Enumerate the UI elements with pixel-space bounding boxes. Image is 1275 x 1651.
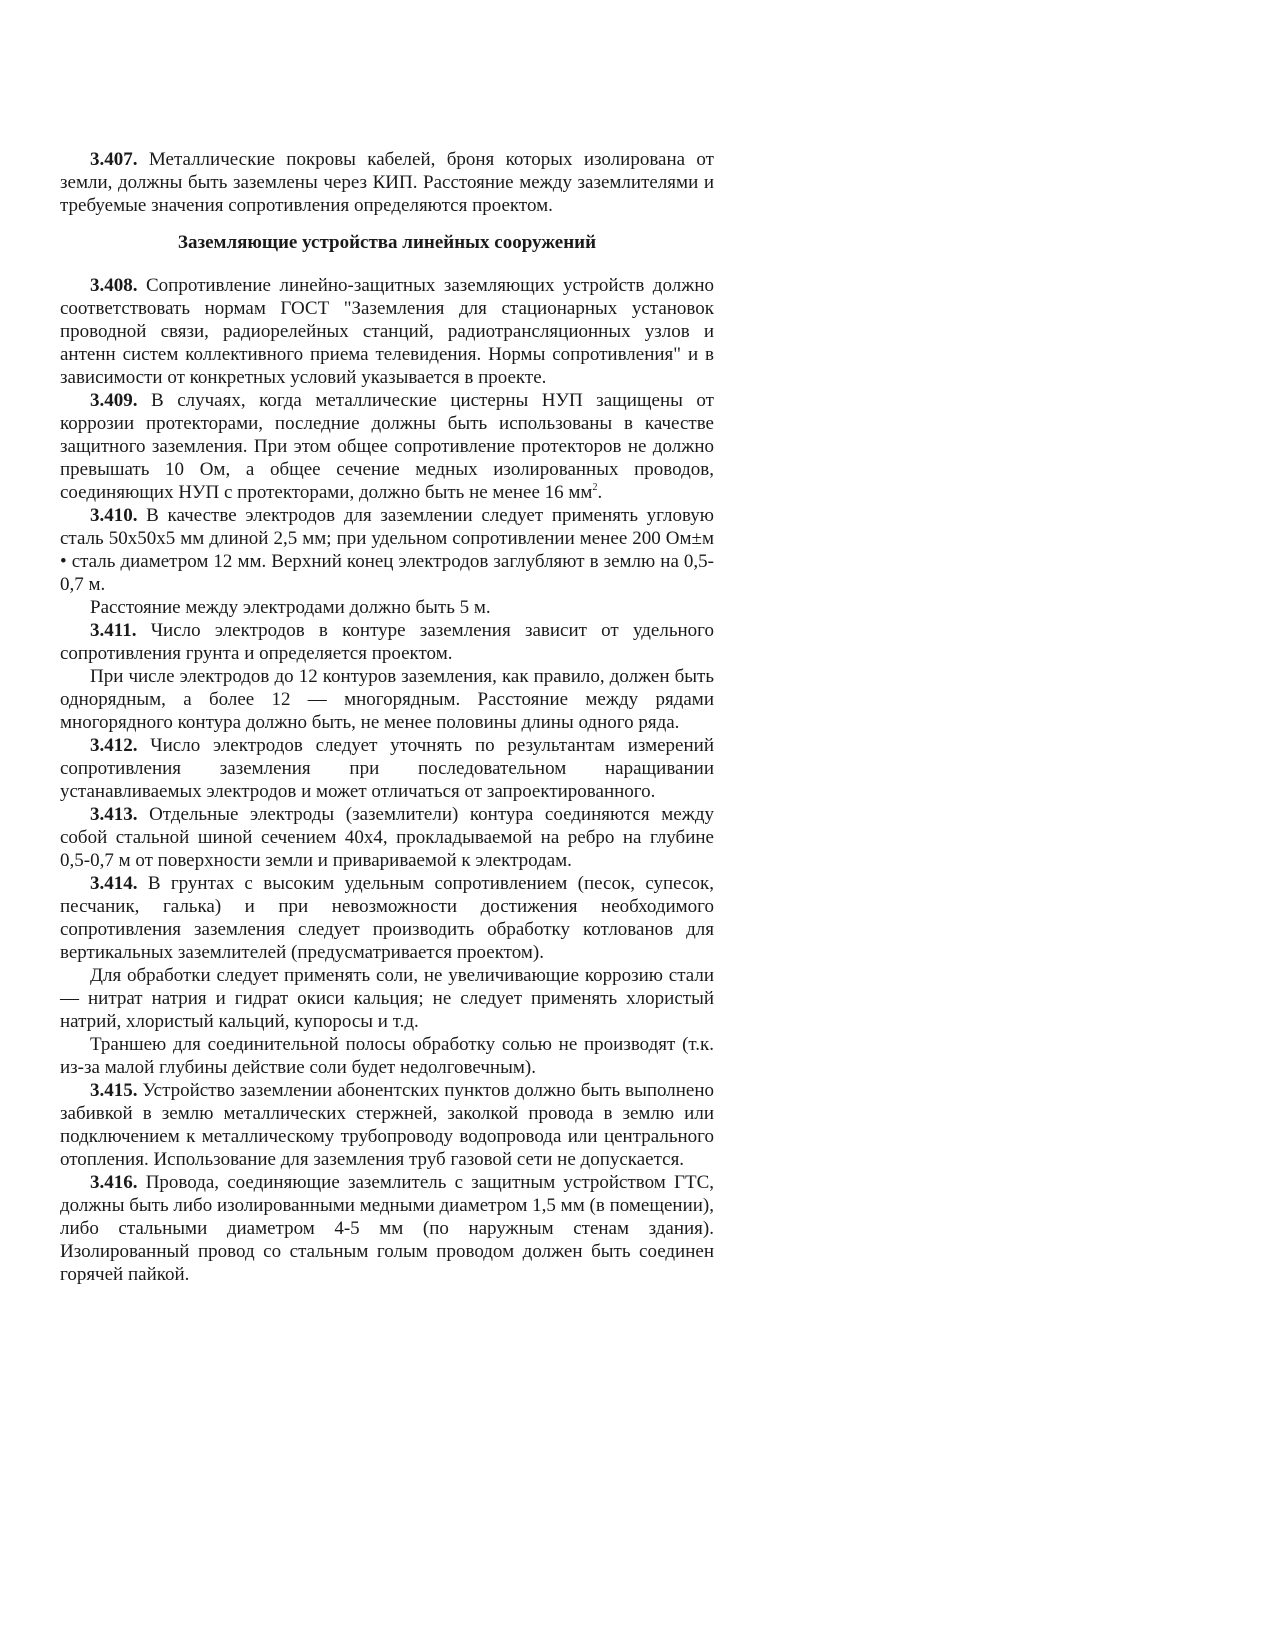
clause-number: 3.410. (90, 505, 138, 526)
paragraph-3-412 (60, 734, 714, 803)
paragraph-3-411 (60, 619, 714, 665)
paragraph-3-408 (60, 274, 714, 389)
paragraph-3-414 (60, 872, 714, 964)
clause-text: Число электродов в контуре заземления зависит от удельного сопротивления грунта и определяется проектом. (60, 620, 714, 664)
paragraph-3-410 (60, 504, 714, 596)
paragraph-3-413 (60, 803, 714, 872)
clause-text: Металлические покровы кабелей, броня которых изолирована от земли, должны быть заземлены через КИП. Расстояние между заземлителями и требуемые значения сопротивления определяются проектом. (60, 149, 714, 216)
superscript: 2 (592, 482, 598, 493)
paragraph-3-416 (60, 1171, 714, 1286)
clause-text: Сопротивление линейно-защитных заземляющих устройств должно соответствовать нормам ГОСТ "Заземления для стационарных установок проводной связи, радиорелейных станций, радиотрансляционных узлов и антенн систем коллективного приема телевидения. Нормы сопротивления" и в зависимости от конкретных условий указывается в проекте. (60, 275, 714, 388)
clause-number: 3.415. (90, 1080, 138, 1101)
clause-text: Устройство заземлении абонентских пунктов должно быть выполнено забивкой в землю металлических стержней, заколкой провода в землю или подключением к металлическому трубопроводу водопровода или центрального отопления. Использование для заземления труб газовой сети не допускается. (60, 1080, 714, 1170)
clause-number: 3.411. (90, 620, 137, 641)
clause-text: В грунтах с высоким удельным сопротивлением (песок, супесок, песчаник, галька) и при невозможности достижения необходимого сопротивления заземления следует производить обработку котлованов для вертикальных заземлителей (предусматривается проектом). (60, 873, 714, 963)
section-heading: Заземляющие устройства линейных сооружений (177, 232, 597, 253)
clause-text: В случаях, когда металлические цистерны НУП защищены от коррозии протекторами, последние должны быть использованы в качестве защитного заземления. При этом общее сопротивление протекторов не должно превышать 10 Ом, а общее сечение медных изолированных проводов, соединяющих НУП с протекторами, должно быть не менее 16 мм (60, 390, 714, 503)
paragraph-3-414-trench: Траншею для соединительной полосы обработку солью не производят (т.к. из-за малой глубины действие соли будет недолговечным). (60, 1034, 714, 1078)
paragraph-3-414-continued: Для обработки следует применять соли, не увеличивающие коррозию стали — нитрат натрия и гидрат окиси кальция; не следует применять хлористый натрий, хлористый кальций, купоросы и т.д. (60, 965, 714, 1032)
clause-number: 3.407. (90, 149, 138, 170)
clause-number: 3.416. (90, 1172, 138, 1193)
clause-number: 3.409. (90, 390, 138, 411)
clause-text: В качестве электродов для заземлении следует применять угловую сталь 50x50x5 мм длиной 2,5 мм; при удельном сопротивлении менее 200 Ом±м • сталь диаметром 12 мм. Верхний конец электродов заглубляют в землю на 0,5-0,7 м. (60, 505, 714, 595)
paragraph-3-415 (60, 1079, 714, 1171)
clause-number: 3.413. (90, 804, 138, 825)
clause-number: 3.414. (90, 873, 138, 894)
paragraph-3-410-continued: Расстояние между электродами должно быть 5 м. (90, 597, 491, 618)
clause-text: Отдельные электроды (заземлители) контура соединяются между собой стальной шиной сечением 40x4, прокладываемой на ребро на глубине 0,5-0,7 м от поверхности земли и привариваемой к электродам. (60, 804, 714, 871)
clause-number: 3.412. (90, 735, 138, 756)
paragraph-3-411-continued: При числе электродов до 12 контуров заземления, как правило, должен быть однорядным, а более 12 — многорядным. Расстояние между рядами многорядного контура должно быть, не менее половины длины одного ряда. (60, 666, 714, 733)
document-page (60, 148, 714, 1286)
paragraph-3-407 (60, 148, 714, 217)
clause-text: Провода, соединяющие заземлитель с защитным устройством ГТС, должны быть либо изолированными медными диаметром 1,5 мм (в помещении), либо стальными диаметром 4-5 мм (по наружным стенам здания). Изолированный провод со стальным голым проводом должен быть соединен горячей пайкой. (60, 1172, 714, 1285)
paragraph-3-409 (60, 389, 714, 504)
clause-text-end: . (597, 482, 603, 503)
clause-number: 3.408. (90, 275, 138, 296)
clause-text: Число электродов следует уточнять по результантам измерений сопротивления заземления при последовательном наращивании устанавливаемых электродов и может отличаться от запроектированного. (60, 735, 714, 802)
